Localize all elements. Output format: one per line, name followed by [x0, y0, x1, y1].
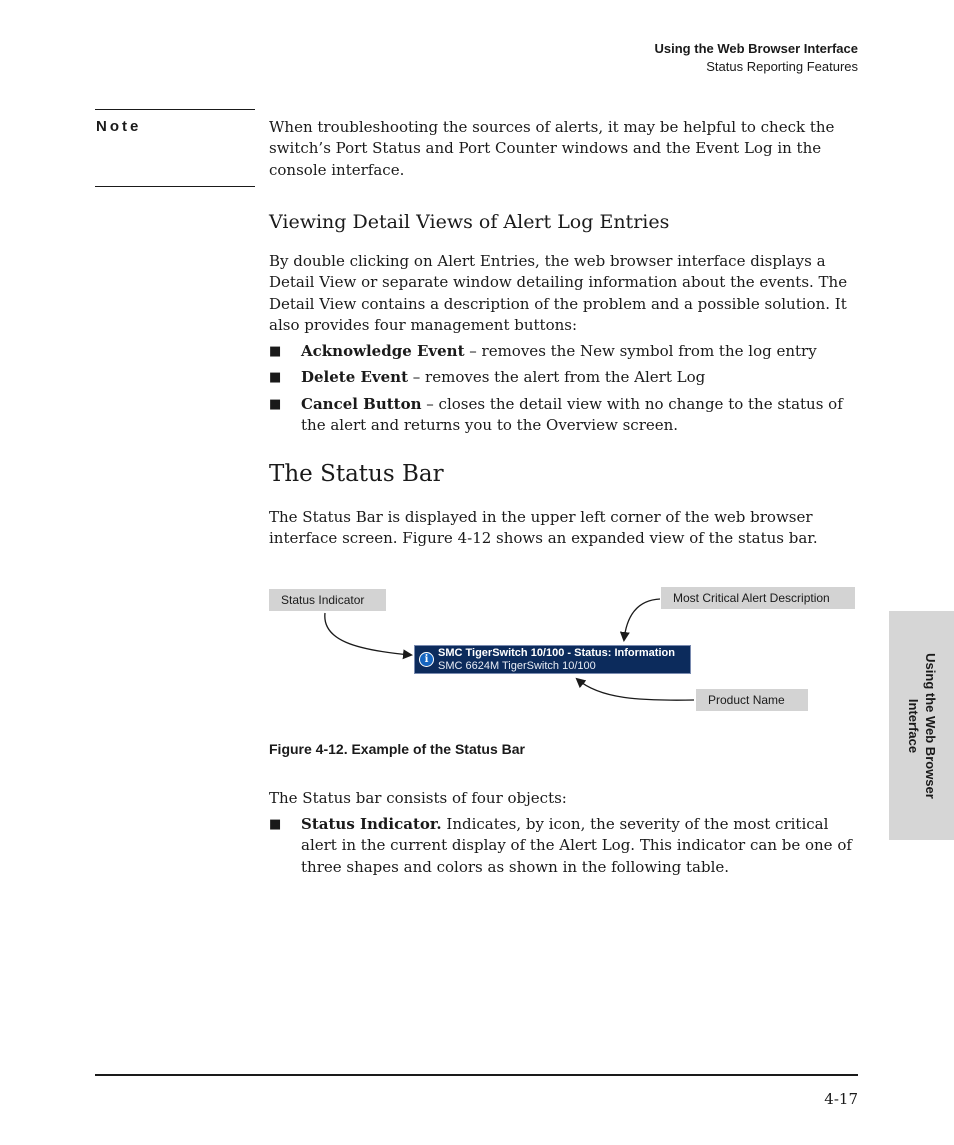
bullet-term: Status Indicator.	[301, 815, 442, 833]
status-line-product: SMC 6624M TigerSwitch 10/100	[438, 660, 596, 672]
chapter-side-tab	[889, 611, 954, 840]
side-tab-line2: Interface	[905, 698, 921, 753]
callout-product-name: Product Name	[696, 689, 808, 711]
status-intro-paragraph: The Status Bar is displayed in the upper left corner of the web browser interface screen. Figure 4-12 shows an expanded view of the status bar.	[269, 508, 818, 548]
detail-intro-paragraph: By double clicking on Alert Entries, the web browser interface displays a Detail View or separate window detailing information about the events. The Detail View contains a description of the problem and a possible solution. It also provides four management buttons:	[269, 252, 848, 334]
bullet-desc: Indicates, by icon, the severity of the most critical alert in the current display of the Alert Log. This indicator can be one of three shapes and colors as shown in the following table.	[301, 815, 852, 876]
arrow-product-name	[577, 679, 694, 700]
objects-intro-paragraph: The Status bar consists of four objects:	[269, 789, 567, 807]
bullet-term: Delete Event	[301, 368, 409, 386]
footer-rule	[95, 1074, 858, 1076]
bullet-square-icon: ■	[269, 817, 282, 832]
bullet-square-icon: ■	[269, 397, 282, 412]
info-icon: i	[419, 652, 434, 667]
bullet-square-icon: ■	[269, 370, 282, 385]
arrow-alert-description	[624, 599, 660, 640]
arrow-status-indicator	[325, 613, 411, 655]
bullet-term: Acknowledge Event	[301, 342, 465, 360]
note-text: When troubleshooting the sources of alerts, it may be helpful to check the switch’s Port Status and Port Counter windows and the Event Log in the console interface.	[269, 118, 835, 179]
status-bar-screenshot	[414, 645, 691, 674]
running-header-subtitle: Status Reporting Features	[706, 59, 858, 74]
bullet-desc: – closes the detail view with no change to the status of the alert and returns you to the Overview screen.	[301, 395, 843, 435]
page-number: 4-17	[824, 1090, 858, 1108]
running-header-title: Using the Web Browser Interface	[654, 41, 858, 56]
side-tab-line1: Using the Web Browser	[922, 652, 938, 799]
bullet-desc: – removes the alert from the Alert Log	[408, 368, 706, 386]
callout-alert-description: Most Critical Alert Description	[661, 587, 855, 609]
bullet-desc: – removes the New symbol from the log entry	[464, 342, 817, 360]
bullet-term: Cancel Button	[301, 395, 422, 413]
note-label: Note	[96, 118, 142, 135]
bullet-square-icon: ■	[269, 344, 282, 359]
list-item	[269, 814, 857, 878]
callout-status-indicator: Status Indicator	[269, 589, 386, 611]
section-heading-status-bar: The Status Bar	[269, 461, 444, 487]
status-line-alert: SMC TigerSwitch 10/100 - Status: Information	[438, 647, 675, 659]
section-heading-detail-views: Viewing Detail Views of Alert Log Entries	[269, 211, 670, 233]
figure-caption: Figure 4-12. Example of the Status Bar	[269, 741, 525, 757]
